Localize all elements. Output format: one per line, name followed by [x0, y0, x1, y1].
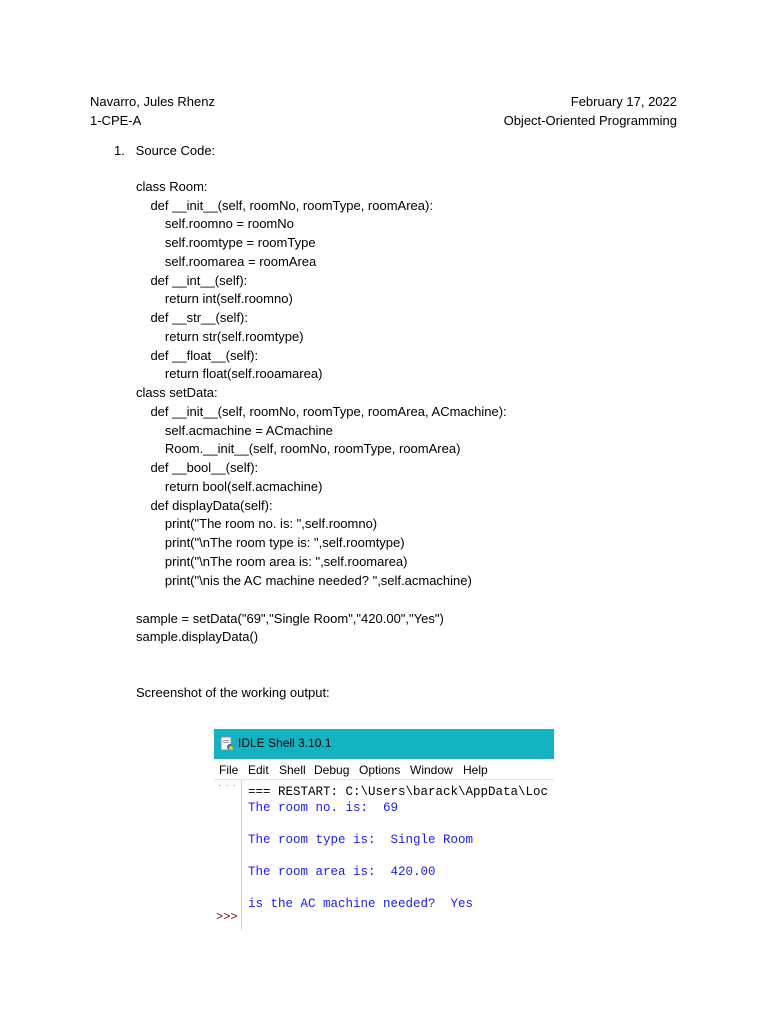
idle-window-title: IDLE Shell 3.10.1 [238, 736, 332, 750]
code-line: def __int__(self): [136, 273, 248, 288]
output-room-area: The room area is: 420.00 [248, 865, 436, 879]
shell-prompt[interactable]: >>> [216, 910, 238, 924]
code-line: self.roomno = roomNo [136, 216, 294, 231]
python-idle-icon [220, 736, 234, 752]
code-line: def __init__(self, roomNo, roomType, roomArea): [136, 198, 433, 213]
code-line: def __bool__(self): [136, 460, 259, 475]
section-label: 1-CPE-A [90, 113, 142, 128]
idle-titlebar [214, 729, 554, 759]
code-line: self.roomtype = roomType [136, 235, 316, 250]
menu-debug[interactable]: Debug [314, 763, 350, 777]
code-line: return int(self.roomno) [136, 291, 293, 306]
item-heading: 1. Source Code: [114, 143, 216, 158]
shell-gutter [214, 780, 242, 930]
code-line: print("\nis the AC machine needed? ",self.acmachine) [136, 573, 472, 588]
gutter-marks: · · · [218, 780, 237, 790]
code-line: Room.__init__(self, roomNo, roomType, roomArea) [136, 441, 461, 456]
menu-file[interactable]: File [219, 763, 239, 777]
code-line: def displayData(self): [136, 498, 273, 513]
document-date: February 17, 2022 [570, 94, 677, 109]
code-line: return bool(self.acmachine) [136, 479, 323, 494]
code-line: def __init__(self, roomNo, roomType, roomArea, ACmachine): [136, 404, 507, 419]
code-line: def __str__(self): [136, 310, 248, 325]
menu-options[interactable]: Options [359, 763, 401, 777]
menu-edit[interactable]: Edit [248, 763, 269, 777]
menu-shell[interactable]: Shell [279, 763, 306, 777]
course-name: Object-Oriented Programming [503, 113, 677, 128]
menu-divider [214, 779, 554, 780]
menu-window[interactable]: Window [410, 763, 453, 777]
idle-shell-screenshot [214, 729, 554, 930]
code-line: return str(self.roomtype) [136, 329, 304, 344]
code-line: class Room: [136, 179, 208, 194]
code-line: sample = setData("69","Single Room","420.00","Yes") [136, 611, 444, 626]
code-line: return float(self.rooamarea) [136, 366, 323, 381]
code-line: print("The room no. is: ",self.roomno) [136, 516, 378, 531]
code-line: print("\nThe room area is: ",self.roomarea) [136, 554, 408, 569]
menu-help[interactable]: Help [463, 763, 488, 777]
code-line: self.roomarea = roomArea [136, 254, 317, 269]
output-ac-needed: is the AC machine needed? Yes [248, 897, 474, 911]
author-name: Navarro, Jules Rhenz [90, 94, 215, 109]
code-line: def __float__(self): [136, 348, 259, 363]
output-room-type: The room type is: Single Room [248, 833, 474, 847]
idle-menubar [214, 759, 554, 779]
code-line: sample.displayData() [136, 629, 259, 644]
code-line: print("\nThe room type is: ",self.roomtype) [136, 535, 405, 550]
code-line: self.acmachine = ACmachine [136, 423, 333, 438]
output-room-no: The room no. is: 69 [248, 801, 399, 815]
code-line: class setData: [136, 385, 218, 400]
restart-line: === RESTART: C:\Users\barack\AppData\Loc [248, 785, 549, 799]
output-caption: Screenshot of the working output: [136, 685, 330, 700]
